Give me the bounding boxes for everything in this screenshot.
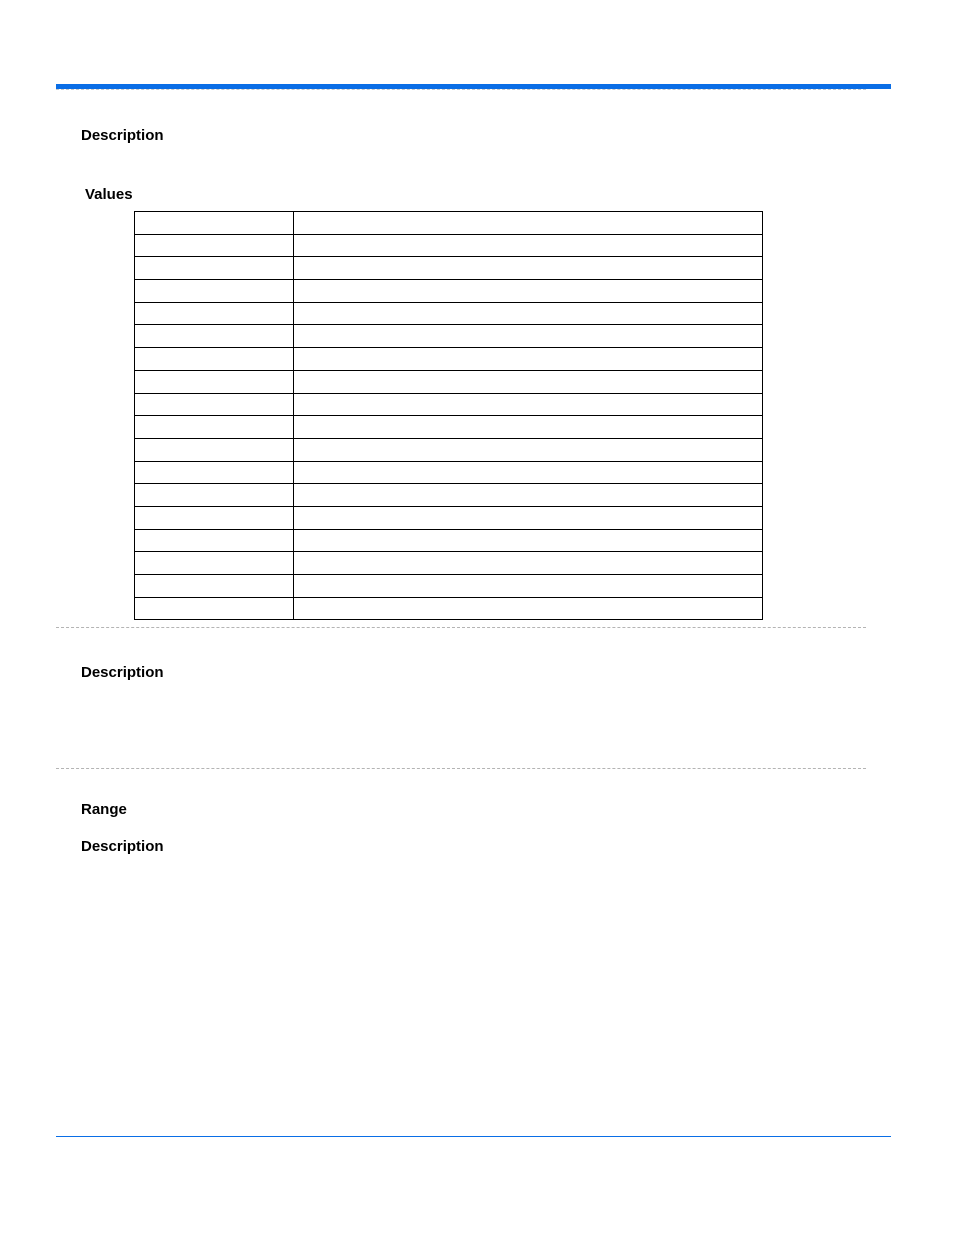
table-cell-value [294, 529, 763, 552]
table-cell-key [135, 212, 294, 235]
table-row [135, 484, 763, 507]
table-cell-value [294, 348, 763, 371]
section1-description-heading: Description [81, 127, 164, 144]
table-cell-key [135, 325, 294, 348]
table-cell-key [135, 597, 294, 620]
table-cell-key [135, 234, 294, 257]
section1-values-heading: Values [85, 186, 133, 203]
section3-range-heading: Range [81, 801, 127, 818]
table-cell-key [135, 257, 294, 280]
footer-rule [56, 1136, 891, 1137]
table-cell-key [135, 438, 294, 461]
table-cell-value [294, 461, 763, 484]
table-cell-value [294, 438, 763, 461]
section-divider-2 [56, 768, 866, 769]
table-cell-key [135, 552, 294, 575]
table-cell-value [294, 370, 763, 393]
header-dashed-rule [56, 89, 866, 90]
table-cell-key [135, 348, 294, 371]
table-row [135, 575, 763, 598]
table-cell-key [135, 506, 294, 529]
table-cell-value [294, 416, 763, 439]
table-row [135, 370, 763, 393]
table-cell-value [294, 325, 763, 348]
table-row [135, 438, 763, 461]
table-cell-key [135, 461, 294, 484]
table-row [135, 506, 763, 529]
section3-description-heading: Description [81, 838, 164, 855]
table-row [135, 529, 763, 552]
table-cell-key [135, 280, 294, 303]
table-cell-value [294, 212, 763, 235]
table-row [135, 393, 763, 416]
table-row [135, 234, 763, 257]
table-cell-key [135, 370, 294, 393]
table-cell-value [294, 552, 763, 575]
table-row [135, 302, 763, 325]
table-cell-key [135, 302, 294, 325]
table-cell-key [135, 393, 294, 416]
table-cell-value [294, 484, 763, 507]
table-row [135, 461, 763, 484]
table-cell-key [135, 575, 294, 598]
table-row [135, 280, 763, 303]
table-cell-value [294, 257, 763, 280]
table-cell-value [294, 575, 763, 598]
table-cell-value [294, 506, 763, 529]
table-cell-key [135, 416, 294, 439]
table-cell-value [294, 302, 763, 325]
table-row [135, 212, 763, 235]
table-cell-key [135, 484, 294, 507]
table-row [135, 348, 763, 371]
table-cell-value [294, 393, 763, 416]
table-row [135, 257, 763, 280]
table-cell-key [135, 529, 294, 552]
table-cell-value [294, 280, 763, 303]
table-row [135, 597, 763, 620]
table-row [135, 325, 763, 348]
values-table [134, 211, 763, 620]
table-cell-value [294, 234, 763, 257]
table-cell-value [294, 597, 763, 620]
section2-description-heading: Description [81, 664, 164, 681]
table-row [135, 416, 763, 439]
section-divider-1 [56, 627, 866, 628]
table-row [135, 552, 763, 575]
